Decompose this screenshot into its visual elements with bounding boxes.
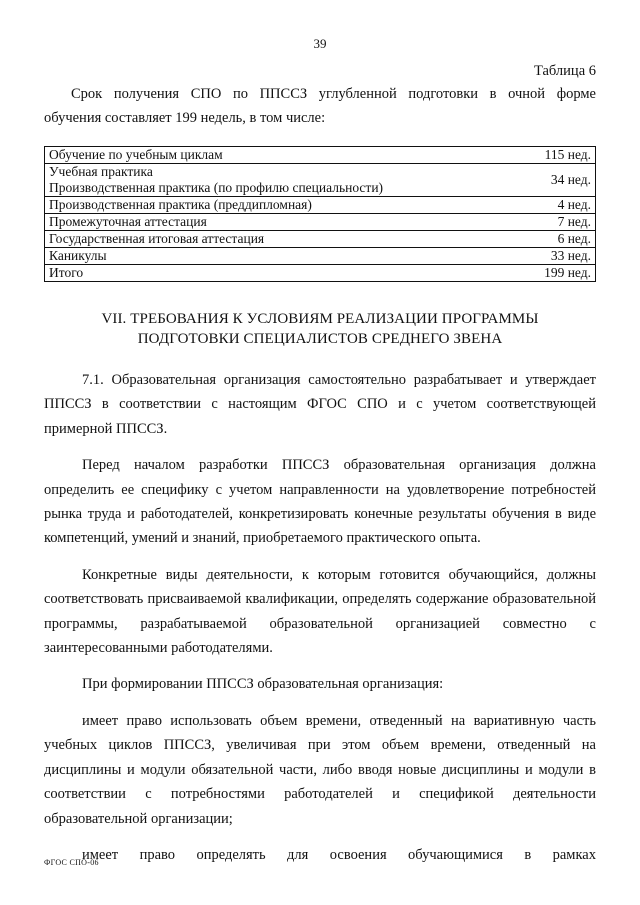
row-name — [45, 164, 498, 197]
row-value: 4 нед. — [497, 197, 596, 214]
table-row — [45, 248, 596, 265]
table-row — [45, 147, 596, 164]
row-name: Каникулы — [45, 248, 498, 265]
paragraph: При формировании ППССЗ образовательная организация: — [82, 676, 444, 693]
page-number: 39 — [313, 36, 327, 51]
row-value: 34 нед. — [497, 164, 596, 197]
row-name: Промежуточная аттестация — [45, 214, 498, 231]
row-value: 6 нед. — [497, 231, 596, 248]
section-heading — [0, 309, 640, 349]
row-name: Производственная практика (преддипломная) — [45, 197, 498, 214]
row-name-line: Производственная практика (по профилю специальности) — [49, 180, 384, 195]
duration-table — [44, 146, 596, 282]
section-heading-line: ПОДГОТОВКИ СПЕЦИАЛИСТОВ СРЕДНЕГО ЗВЕНА — [137, 331, 503, 347]
table-row — [45, 231, 596, 248]
row-name: Государственная итоговая аттестация — [45, 231, 498, 248]
paragraph: Перед началом разработки ППССЗ образовательная организация должна определить ее специфику с учетом направленности на удовлетворение потребностей рынка труда и работодателей, конкретизировать конечные результаты обучения в виде компетенций, умений и знаний, приобретаемого практического опыта. — [44, 457, 596, 547]
row-value: 115 нед. — [497, 147, 596, 164]
section-heading-line: VII. ТРЕБОВАНИЯ К УСЛОВИЯМ РЕАЛИЗАЦИИ ПРОГРАММЫ — [101, 311, 539, 327]
paragraph: имеет право использовать объем времени, отведенный на вариативную часть учебных циклов ППССЗ, увеличивая при этом объем времени, отведенный на дисциплины и модули обязательной части, либо вводя новые дисциплины и модули в соответствии с потребностями работодателей и спецификой деятельности образовательной организации; — [44, 712, 596, 827]
table-row — [45, 197, 596, 214]
row-name: Обучение по учебным циклам — [45, 147, 498, 164]
row-value: 33 нед. — [497, 248, 596, 265]
body-text — [44, 368, 596, 867]
table-label: Таблица 6 — [533, 63, 596, 79]
table-row — [45, 164, 596, 197]
paragraph: 7.1. Образовательная организация самостоятельно разрабатывает и утверждает ППССЗ в соответствии с настоящим ФГОС СПО и с учетом соответствующей примерной ППССЗ. — [44, 372, 596, 437]
table-row — [45, 265, 596, 282]
row-name-line: Учебная практика — [49, 164, 153, 179]
table-row — [45, 214, 596, 231]
row-name: Итого — [45, 265, 498, 282]
footer-code: ФГОС СПО-06 — [44, 858, 99, 867]
paragraph: имеет право определять для освоения обучающимися в рамках — [82, 846, 596, 863]
intro-paragraph — [44, 82, 596, 130]
intro-line-2: обучения составляет 199 недель, в том числе: — [44, 110, 326, 126]
row-value: 7 нед. — [497, 214, 596, 231]
intro-line-1: Срок получения СПО по ППССЗ углубленной подготовки в очной форме — [71, 86, 596, 102]
row-value: 199 нед. — [497, 265, 596, 282]
paragraph: Конкретные виды деятельности, к которым готовится обучающийся, должны соответствовать присваиваемой квалификации, определять содержание образовательной программы, разрабатываемой образовательной организацией совместно с заинтересованными работодателями. — [44, 566, 596, 657]
